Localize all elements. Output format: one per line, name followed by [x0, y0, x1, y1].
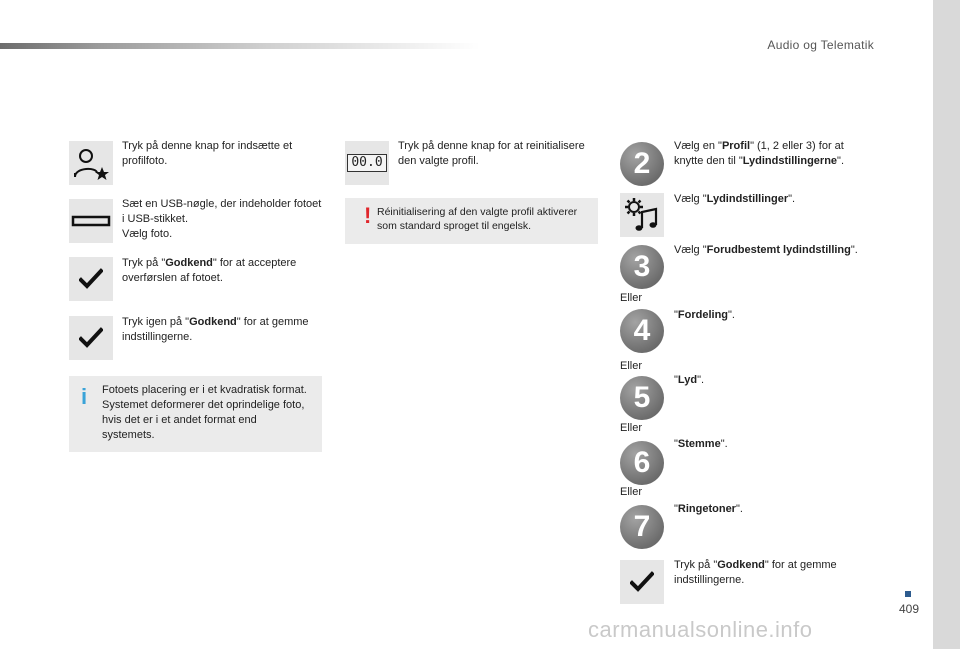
step-number-7: 7: [620, 505, 664, 549]
step-number-5: 5: [620, 376, 664, 420]
text-part: ": [674, 503, 678, 515]
sound-settings-label: Lydindstillingerne: [742, 155, 838, 167]
or-label: Eller: [620, 422, 643, 434]
checkmark-icon: [79, 327, 103, 349]
step-number-4: 4: [620, 309, 664, 353]
text-part: ": [674, 374, 678, 386]
step-accept-transfer: [122, 256, 322, 286]
info-icon: i: [81, 384, 88, 409]
checkmark-icon: [630, 571, 654, 593]
text-part: ": [674, 309, 678, 321]
confirm-button-1[interactable]: [69, 257, 113, 301]
profile-photo-button[interactable]: [69, 141, 113, 185]
text-part: ".: [837, 155, 845, 167]
step-number-6: 6: [620, 441, 664, 485]
text-part: " for at acceptere overførslen af fotoet.: [122, 257, 297, 284]
text-part: ".: [720, 438, 728, 450]
text-part: ".: [697, 374, 705, 386]
step-sound-settings: [674, 192, 874, 207]
voice-label: Stemme: [677, 438, 721, 450]
step-usb: [122, 197, 322, 242]
distribution-label: Fordeling: [677, 309, 729, 321]
profile-label: Profil: [721, 140, 751, 152]
text-part: ".: [850, 244, 858, 256]
sound-label: Lyd: [677, 374, 698, 386]
text-part: " for at gemme indstillingerne.: [122, 316, 309, 343]
step-select-photo: Vælg foto.: [122, 228, 173, 240]
text-part: Vælg ": [674, 193, 707, 205]
text-part: ".: [788, 193, 796, 205]
text-part: Tryk på ": [122, 257, 166, 269]
text-part: Vælg ": [674, 244, 707, 256]
step-final-save: [674, 558, 874, 588]
reset-profile-button[interactable]: [345, 141, 389, 185]
godkend-label: Godkend: [717, 559, 765, 571]
godkend-label: Godkend: [165, 257, 213, 269]
sound-settings-button[interactable]: [620, 193, 664, 237]
display-readout: 00.0: [347, 154, 386, 172]
step-insert-photo: Tryk på denne knap for indsætte et profilfoto.: [122, 140, 293, 167]
or-label: Eller: [620, 360, 643, 372]
step-voice: [674, 437, 874, 452]
step-sound: [674, 373, 874, 388]
text-part: ": [674, 438, 678, 450]
page-header-title: Audio og Telematik: [767, 38, 874, 52]
page-number: 409: [899, 602, 920, 616]
checkmark-icon: [79, 268, 103, 290]
preset-label: Forudbestemt lydindstilling: [706, 244, 851, 256]
text-part: Tryk igen på ": [122, 316, 190, 328]
confirm-button-2[interactable]: [69, 316, 113, 360]
info-note: [69, 376, 322, 452]
gear-music-icon: [622, 195, 662, 235]
text-part: ".: [735, 503, 743, 515]
step-usb-text: Sæt en USB-nøgle, der indeholder fotoet i USB-stikket.: [122, 198, 322, 225]
info-text: Fotoets placering er i et kvadratisk format. Systemet deformerer det oprindelige foto, hvis det er i et andet format end systemets.: [102, 384, 307, 441]
godkend-label: Godkend: [189, 316, 237, 328]
watermark: carmanualsonline.info: [588, 617, 813, 642]
text-part: ".: [728, 309, 735, 321]
step-select-profile: [674, 139, 874, 169]
ringtones-label: Ringetoner: [677, 503, 736, 515]
page-marker: [905, 591, 911, 597]
sound-settings-label: Lydindstillinger: [706, 193, 789, 205]
warning-note: [345, 198, 598, 244]
step-save-settings: [122, 315, 322, 345]
step-ringtones: [674, 502, 874, 517]
text-part: Tryk på ": [674, 559, 718, 571]
text-part: " for at gemme indstillingerne.: [674, 559, 837, 586]
or-label: Eller: [620, 292, 643, 304]
header-gradient-bar: [0, 43, 480, 49]
step-distribution: [674, 308, 874, 323]
step-number-2: 2: [620, 142, 664, 186]
confirm-button-3[interactable]: [620, 560, 664, 604]
step-reset-profile: Tryk på denne knap for at reinitialisere den valgte profil.: [398, 140, 585, 167]
warning-text: Réinitialisering af den valgte profil aktiverer som standard sproget til engelsk.: [377, 206, 578, 232]
or-label: Eller: [620, 486, 643, 498]
profile-star-icon: [71, 143, 111, 183]
usb-icon-box: [69, 199, 113, 243]
text-part: Vælg en ": [674, 140, 722, 152]
usb-slot-icon: [71, 211, 111, 231]
text-part: " (1, 2 eller 3) for at knytte den til ": [674, 140, 844, 167]
page-side-tab: [933, 0, 960, 649]
step-preset: [674, 243, 874, 258]
warning-icon: !: [364, 203, 372, 228]
step-number-3: 3: [620, 245, 664, 289]
